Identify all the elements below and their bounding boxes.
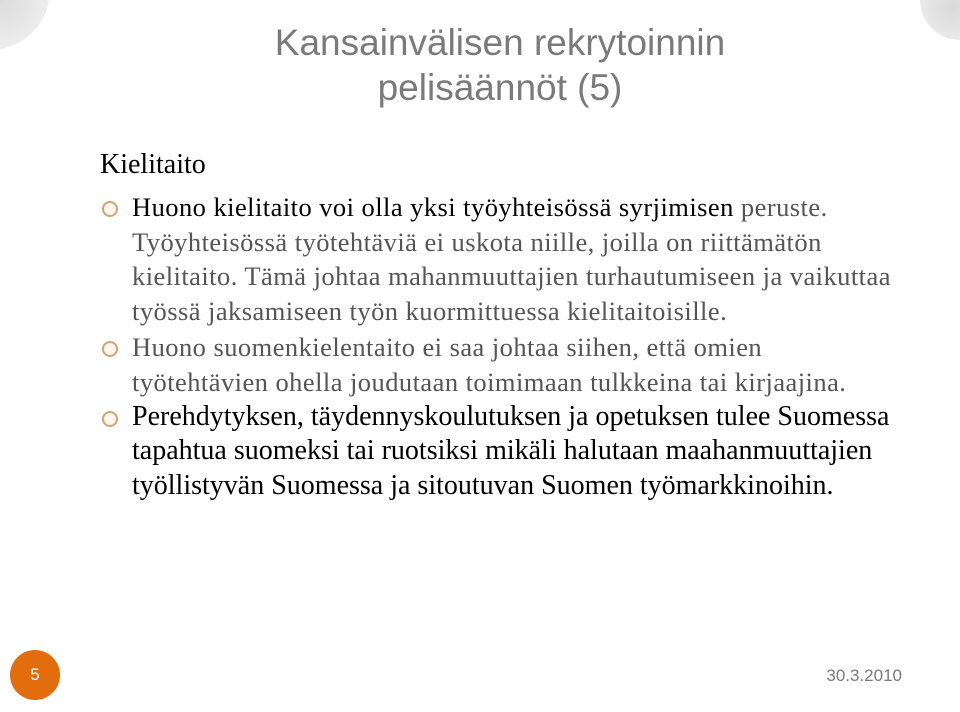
page-number: 5 bbox=[30, 665, 40, 684]
slide-date: 30.3.2010 bbox=[826, 666, 902, 685]
bullet-text-3: Perehdytyksen, täydennyskoulutuksen ja opetuksen tulee Suomessa tapahtua suomeksi tai ruotsiksi mikäli halutaan maahanmuuttajien työllistyvän Suomessa ja sitoutuvan Suomen työmarkkinoihin. bbox=[132, 400, 890, 501]
bullet-item-3 bbox=[100, 400, 900, 504]
bullet-text-1-rest: peruste. Työyhteisössä työtehtäviä ei uskota niille, joilla on riittämätön kielitaito. Tämä johtaa mahanmuuttajien turhautumiseen ja vaikuttaa työssä jaksamiseen työn kuormittuessa kielitaitoisille. bbox=[132, 192, 891, 326]
bullet-icon bbox=[102, 201, 118, 217]
bullet-text-1-lead: Huono kielitaito voi olla yksi työyhteisössä syrjimisen bbox=[132, 192, 734, 222]
bullet-list bbox=[100, 190, 900, 503]
corner-decoration-left bbox=[0, 0, 50, 50]
bullet-item-1 bbox=[100, 190, 900, 328]
corner-decoration-right bbox=[920, 0, 960, 40]
bullet-text-1 bbox=[132, 190, 900, 328]
slide-title-line-2: pelisäännöt (5) bbox=[377, 67, 623, 108]
slide-title bbox=[180, 20, 820, 110]
bullet-icon bbox=[102, 411, 118, 427]
page-number-badge bbox=[10, 650, 60, 700]
bullet-icon bbox=[102, 341, 118, 357]
slide-title-line-1: Kansainvälisen rekrytoinnin bbox=[274, 22, 726, 63]
bullet-text-2: Huono suomenkielentaito ei saa johtaa siihen, että omien työtehtävien ohella joudutaan toimimaan tulkkeina tai kirjaajina. bbox=[132, 332, 847, 397]
bullet-item-2 bbox=[100, 330, 900, 399]
section-heading: Kielitaito bbox=[100, 149, 206, 180]
